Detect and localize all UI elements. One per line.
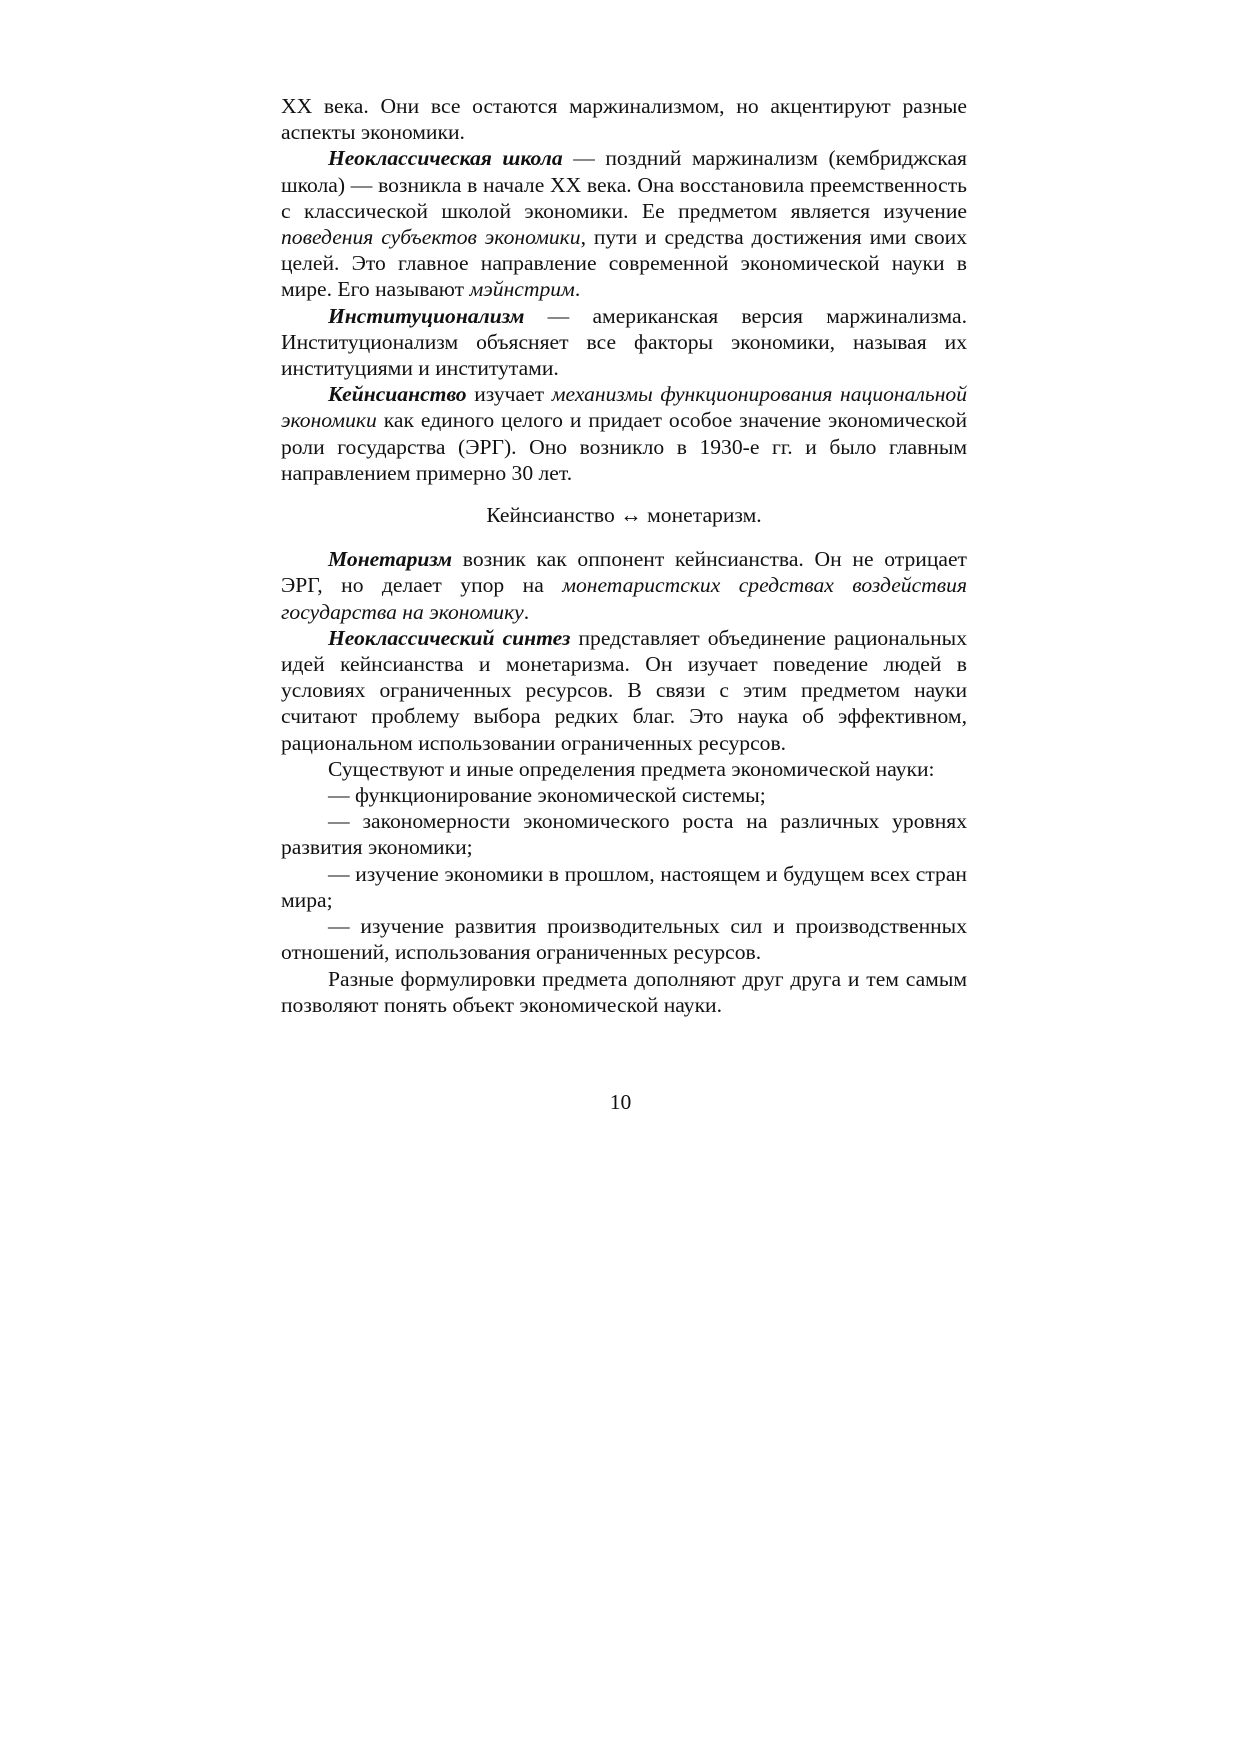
text-run: — изучение экономики в прошлом, настоящем и будущем всех стран мира; — [281, 861, 967, 912]
text-run: возник как оппонент кейнсианства. Он не отрицает ЭРГ, но делает упор на — [281, 547, 967, 598]
text-run: . — [574, 277, 581, 302]
text-run: как единого целого и придает особое значение экономической роли государства (ЭРГ). Оно возникло в 1930-е гг. и было главным направлением примерно 30 лет. — [281, 408, 967, 485]
text-run: изучает — [466, 382, 552, 407]
list-item-growth-patterns — [281, 808, 967, 860]
list-item-economic-system — [281, 782, 967, 808]
emphasis-text: поведения субъектов экономики — [281, 225, 581, 250]
paragraph-institutionalism — [281, 303, 967, 382]
emphasis-text: монетаристских средствах воздействия государства на экономику — [281, 573, 967, 624]
text-run: , пути и средства достижения ими своих целей. Это главное направление современной экономической науки в мире. Его называют — [281, 225, 967, 302]
term-heading: Монетаризм — [328, 547, 453, 572]
emphasis-text: мэйнстрим — [469, 277, 575, 302]
emphasis-text: механизмы функционирования национальной экономики — [281, 382, 967, 433]
text-run: Разные формулировки предмета дополняют друг друга и тем самым позволяют понять объект экономической науки. — [281, 966, 967, 1017]
page-number: 10 — [609, 1090, 632, 1114]
paragraph-other-definitions — [281, 756, 967, 782]
term-heading: Кейнсианство — [328, 382, 467, 407]
text-run: — американская версия маржинализма. Институционализм объясняет все факторы экономики, называя их институциями и институтами. — [281, 303, 967, 381]
text-run: Кейнсианство ↔ монетаризм. — [486, 503, 762, 528]
body-text — [281, 93, 967, 1018]
paragraph-conclusion — [281, 966, 967, 1018]
text-run: XX века. Они все остаются маржинализмом, но акцентируют разные аспекты экономики. — [281, 94, 967, 145]
term-heading: Неоклассическая школа — [328, 146, 563, 171]
term-heading: Неоклассический синтез — [328, 625, 571, 650]
paragraph-neoclassical-school — [281, 145, 967, 302]
list-item-economy-past-present-future — [281, 861, 967, 913]
text-run: — функционирование экономической системы; — [328, 783, 766, 808]
paragraph-neoclassical-synthesis — [281, 625, 967, 756]
text-run: . — [523, 599, 530, 624]
text-run: Существуют и иные определения предмета экономической науки: — [328, 756, 935, 781]
text-run: представляет объединение рациональных идей кейнсианства и монетаризма. Он изучает поведение людей в условиях ограниченных ресурсов. В связи с этим предметом науки считают проблему выбора редких благ. Это наука об эффективном, рациональном использовании ограниченных ресурсов. — [281, 625, 967, 755]
text-run: — закономерности экономического роста на различных уровнях развития экономики; — [281, 809, 967, 860]
term-heading: Институционализм — [328, 303, 525, 328]
text-run: — поздний маржинализм (кембриджская школа) — возникла в начале XX века. Она восстановила преемственность с классической школой экономики. Ее предметом является изучение — [281, 146, 967, 223]
paragraph-keynesianism — [281, 381, 967, 486]
paragraph-monetarism — [281, 546, 967, 625]
paragraph-0 — [281, 93, 967, 145]
text-run: — изучение развития производительных сил и производственных отношений, использования ограниченных ресурсов. — [281, 914, 967, 965]
paragraph-keynesianism-vs-monetarism — [281, 502, 967, 528]
list-item-productive-forces — [281, 913, 967, 965]
